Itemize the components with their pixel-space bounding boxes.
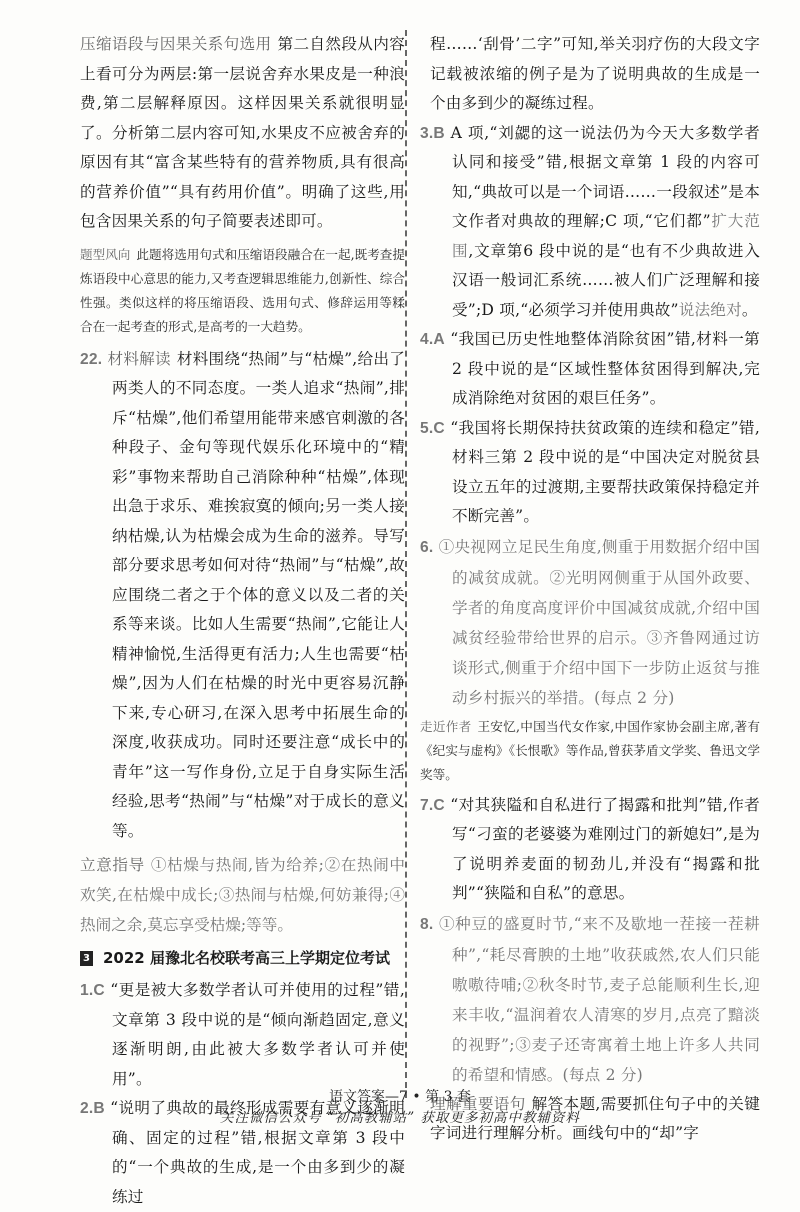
label-compression: 压缩语段与因果关系句选用 [80,35,272,53]
text-trend: 此题将选用句式和压缩语段融合在一起,既考查提炼语段中心意思的能力,又考查逻辑思维能力,创新性、综合性强。类似这样的将压缩语段、选用句式、修辞运用等糅合在一起考查的形式,是高考的一大趋势。 [80,246,405,334]
label-author: 走近作者 [420,718,472,734]
answer-2-continued: 程……‘刮骨’二字”可知,举关羽疗伤的大段文字记载被浓缩的例子是为了说明典故的生成是一个由多到少的凝练过程。 [430,35,760,112]
question-number-3: 3.B [420,124,445,142]
section-title: 2022 届豫北名校联考高三上学期定位考试 [103,949,390,967]
question-number-6: 6. [420,538,434,556]
text-2: “说明了典故的最终形成需要有意义逐渐明确、固定的过程”错,根据文章第 3 段中的“一个典故的生成,是一个由多到少的凝练过 [110,1099,405,1206]
text-3-absolute: 说法绝对 [678,300,742,319]
note-trend [80,243,405,339]
answer-5 [420,414,760,532]
note-idea [80,850,405,940]
text-3-end: 。 [741,300,758,319]
label-sentence: 理解重要语句 [430,1094,526,1113]
text-3b: ,文章第6 段中说的是“也有不少典故进入汉语一般词汇系统……被人们广泛理解和接受”;D 项,“必须学习并使用典故” [452,241,760,319]
text-9: 解答本题,需要抓住句子中的关键字词进行理解分析。画线句中的“却”字 [430,1094,760,1142]
text-7: “对其狭隘和自私进行了揭露和批判”错,作者写“刁蛮的老婆婆为难刚过门的新媳妇”,是为了说明养麦面的韧劲儿,并没有“揭露和批判”“狭隘和自私”的意思。 [450,795,760,902]
question-number-1: 1.C [80,982,105,999]
promo-line: 关注微信公众号 “初高教辅站” 获取更多初高中教辅资料 [220,1110,580,1126]
right-column [420,30,760,1149]
text-6: ①央视网立足民生角度,侧重于用数据介绍中国的减贫成就。②光明网侧重于从国外政要、学者的角度高度评价中国减贫成就,介绍中国减贫经验带给世界的启示。③齐鲁网通过访谈形式,侧重于介绍中国下一步防止返贫与推动乡村振兴的举措。(每点 2 分) [438,537,760,707]
text-3a: A 项,“刘勰的这一说法仍为今天大多数学者认同和接受”错,根据文章第 1 段的内容可知,“典故可以是一个词语……一段叙述”是本文作者对典故的理解;C 项,“它们都” [450,123,760,230]
question-number-5: 5.C [420,419,445,437]
answer-1 [80,976,405,1094]
question-number-4: 4.A [420,331,445,348]
text-5: “我国将长期保持扶贫政策的连续和稳定”错,材料三第 2 段中说的是“中国决定对脱贫县设立五年的过渡期,主要帮扶政策保持稳定并不断完善”。 [450,418,760,525]
question-number-8: 8. [420,915,434,933]
question-number-22: 22. [80,350,103,368]
answer-8 [420,909,760,1090]
left-column [80,30,405,1212]
label-idea: 立意指导 [80,856,145,874]
text-idea: ①枯燥与热闹,皆为给养;②在热闹中欢笑,在枯燥中成长;③热闹与枯燥,何妨兼得;④热闹之余,莫忘享受枯燥;等等。 [80,856,405,934]
answer-4 [420,325,760,414]
paragraph-compression [80,30,405,237]
text-1: “更是被大多数学者认可并使用的过程”错,文章第 3 段中说的是“倾向渐趋固定,意义逐渐明朗,由此被大多数学者认可并使用”。 [110,981,405,1088]
page-label: 语文答案—7 • 第 3 套 [329,1089,471,1105]
section-header [80,944,405,972]
question-number-2: 2.B [80,1100,105,1117]
text-8: ①种豆的盛夏时节,“来不及歇地一茬接一茬耕种”,“耗尽膏腴的土地”收获戚然,农人们只能嗷嗷待哺;②秋冬时节,麦子总能顺利生长,迎来丰收,“温润着农人清寒的岁月,点亮了黯淡的视野”;③麦子还寄寓着土地上许多人共同的希望和情感。(每点 2 分) [438,914,760,1084]
text-author: 王安忆,中国当代女作家,中国作家协会副主席,著有《纪实与虚构》《长恨歌》等作品,曾获茅盾文学奖、鲁迅文学奖等。 [420,718,760,782]
text-4: “我国已历史性地整体消除贫困”错,材料一第 2 段中说的是“区域性整体贫困得到解决,完成消除绝对贫困的艰巨任务”。 [450,330,760,407]
answer-6 [420,532,760,713]
answer-22 [80,345,405,847]
section-badge: 3 [80,951,93,966]
answer-3 [420,119,760,326]
text-3-scope: 扩大范围 [452,212,761,260]
label-trend: 题型风向 [80,246,131,262]
question-number-7: 7.C [420,796,445,814]
text-compression: 第二自然段从内容上看可分为两层:第一层说舍弃水果皮是一种浪费,第二层解释原因。这样因果关系就很明显了。分析第二层内容可知,水果皮不应被舍弃的原因有其“富含某些特有的营养物质,具有很高的营养价值”“具有药用价值”。明确了这些,用包含因果关系的句子简要表述即可。 [80,35,405,230]
column-divider [405,30,407,1098]
note-author [420,715,760,787]
text-22: 材料围绕“热闹”与“枯燥”,给出了两类人的不同态度。一类人追求“热闹”,排斥“枯燥”,他们希望用能带来感官刺激的各种段子、金句等现代娱乐化环境中的“精彩”事物来帮助自己消除种种“枯燥”,体现出急于求乐、难挨寂寞的倾向;另一类人接纳枯燥,认为枯燥会成为生命的滋养。导写部分要求思考如何对待“热闹”与“枯燥”,故应围绕二者之于个体的意义以及二者的关系等来谈。比如人生需要“热闹”,它能让人精神愉悦,生活得更有活力;人生也需要“枯燥”,因为人们在枯燥的时光中更容易沉静下来,专心研习,在深入思考中拓展生命的深度,收获成功。同时还要注意“成长中的青年”这一写作身份,立足于自身实际生活经验,思考“热闹”与“枯燥”对于成长的意义等。 [112,349,405,840]
answer-7 [420,791,760,909]
label-material: 材料解读 [107,349,171,368]
